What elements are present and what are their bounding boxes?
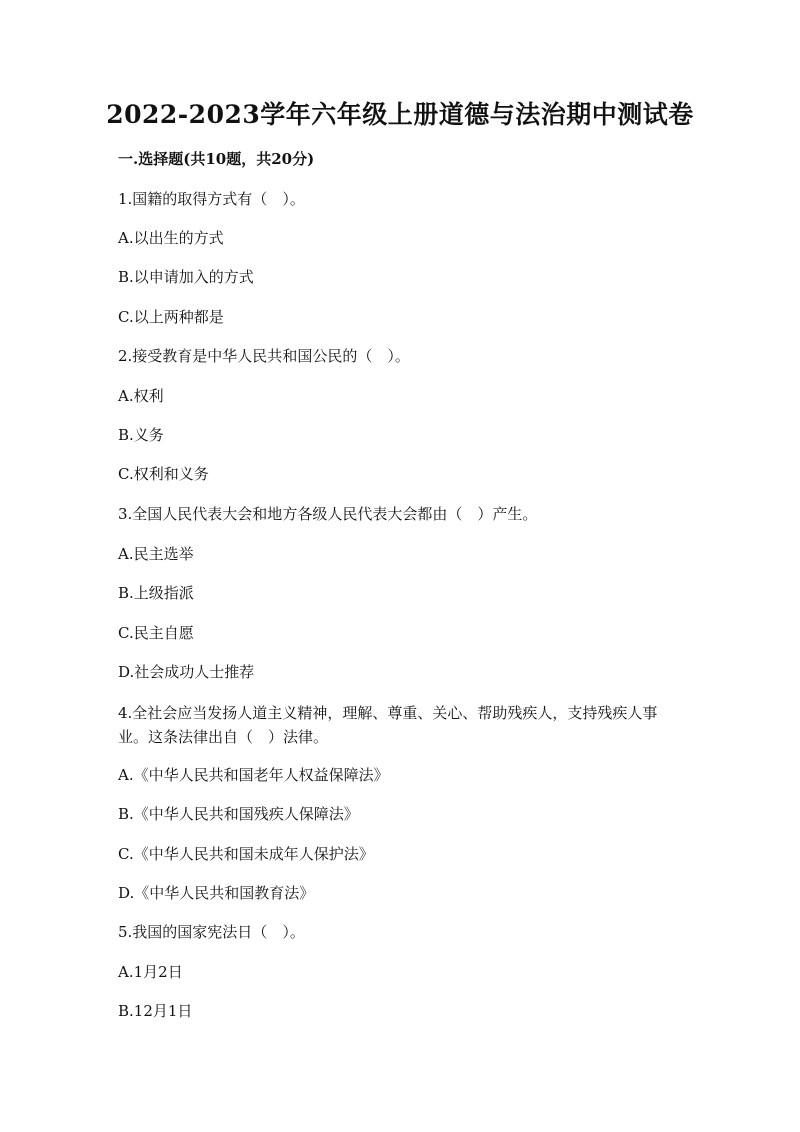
question-1: 1.国籍的取得方式有（ ）。: [118, 190, 305, 208]
option-1b: B.以申请加入的方式: [118, 268, 254, 286]
option-4b: B.《中华人民共和国残疾人保障法》: [118, 805, 359, 823]
option-3d: D.社会成功人士推荐: [118, 663, 255, 681]
option-4d: D.《中华人民共和国教育法》: [118, 884, 315, 902]
question-3: 3.全国人民代表大会和地方各级人民代表大会都由（ ）产生。: [118, 505, 538, 523]
option-1a: A.以出生的方式: [118, 229, 224, 247]
option-4a: A.《中华人民共和国老年人权益保障法》: [118, 766, 389, 784]
question-4: 4.全社会应当发扬人道主义精神，理解、尊重、关心、帮助残疾人，支持残疾人事业。这条法律出自（ ）法律。: [118, 704, 658, 746]
option-2c: C.权利和义务: [118, 465, 209, 483]
exam-title: 2022-2023学年六年级上册道德与法治期中测试卷: [106, 100, 694, 129]
option-3b: B.上级指派: [118, 584, 194, 602]
option-5a: A.1月2日: [118, 963, 183, 981]
option-5b: B.12月1日: [118, 1002, 193, 1020]
question-2: 2.接受教育是中华人民共和国公民的（ ）。: [118, 347, 410, 365]
option-4c: C.《中华人民共和国未成年人保护法》: [118, 845, 374, 863]
option-3a: A.民主选举: [118, 545, 194, 563]
option-1c: C.以上两种都是: [118, 308, 224, 326]
section-heading: 一.选择题(共10题，共20分): [118, 150, 315, 168]
option-2b: B.义务: [118, 426, 164, 444]
option-2a: A.权利: [118, 387, 164, 405]
option-3c: C.民主自愿: [118, 624, 194, 642]
question-5: 5.我国的国家宪法日（ ）。: [118, 923, 305, 941]
